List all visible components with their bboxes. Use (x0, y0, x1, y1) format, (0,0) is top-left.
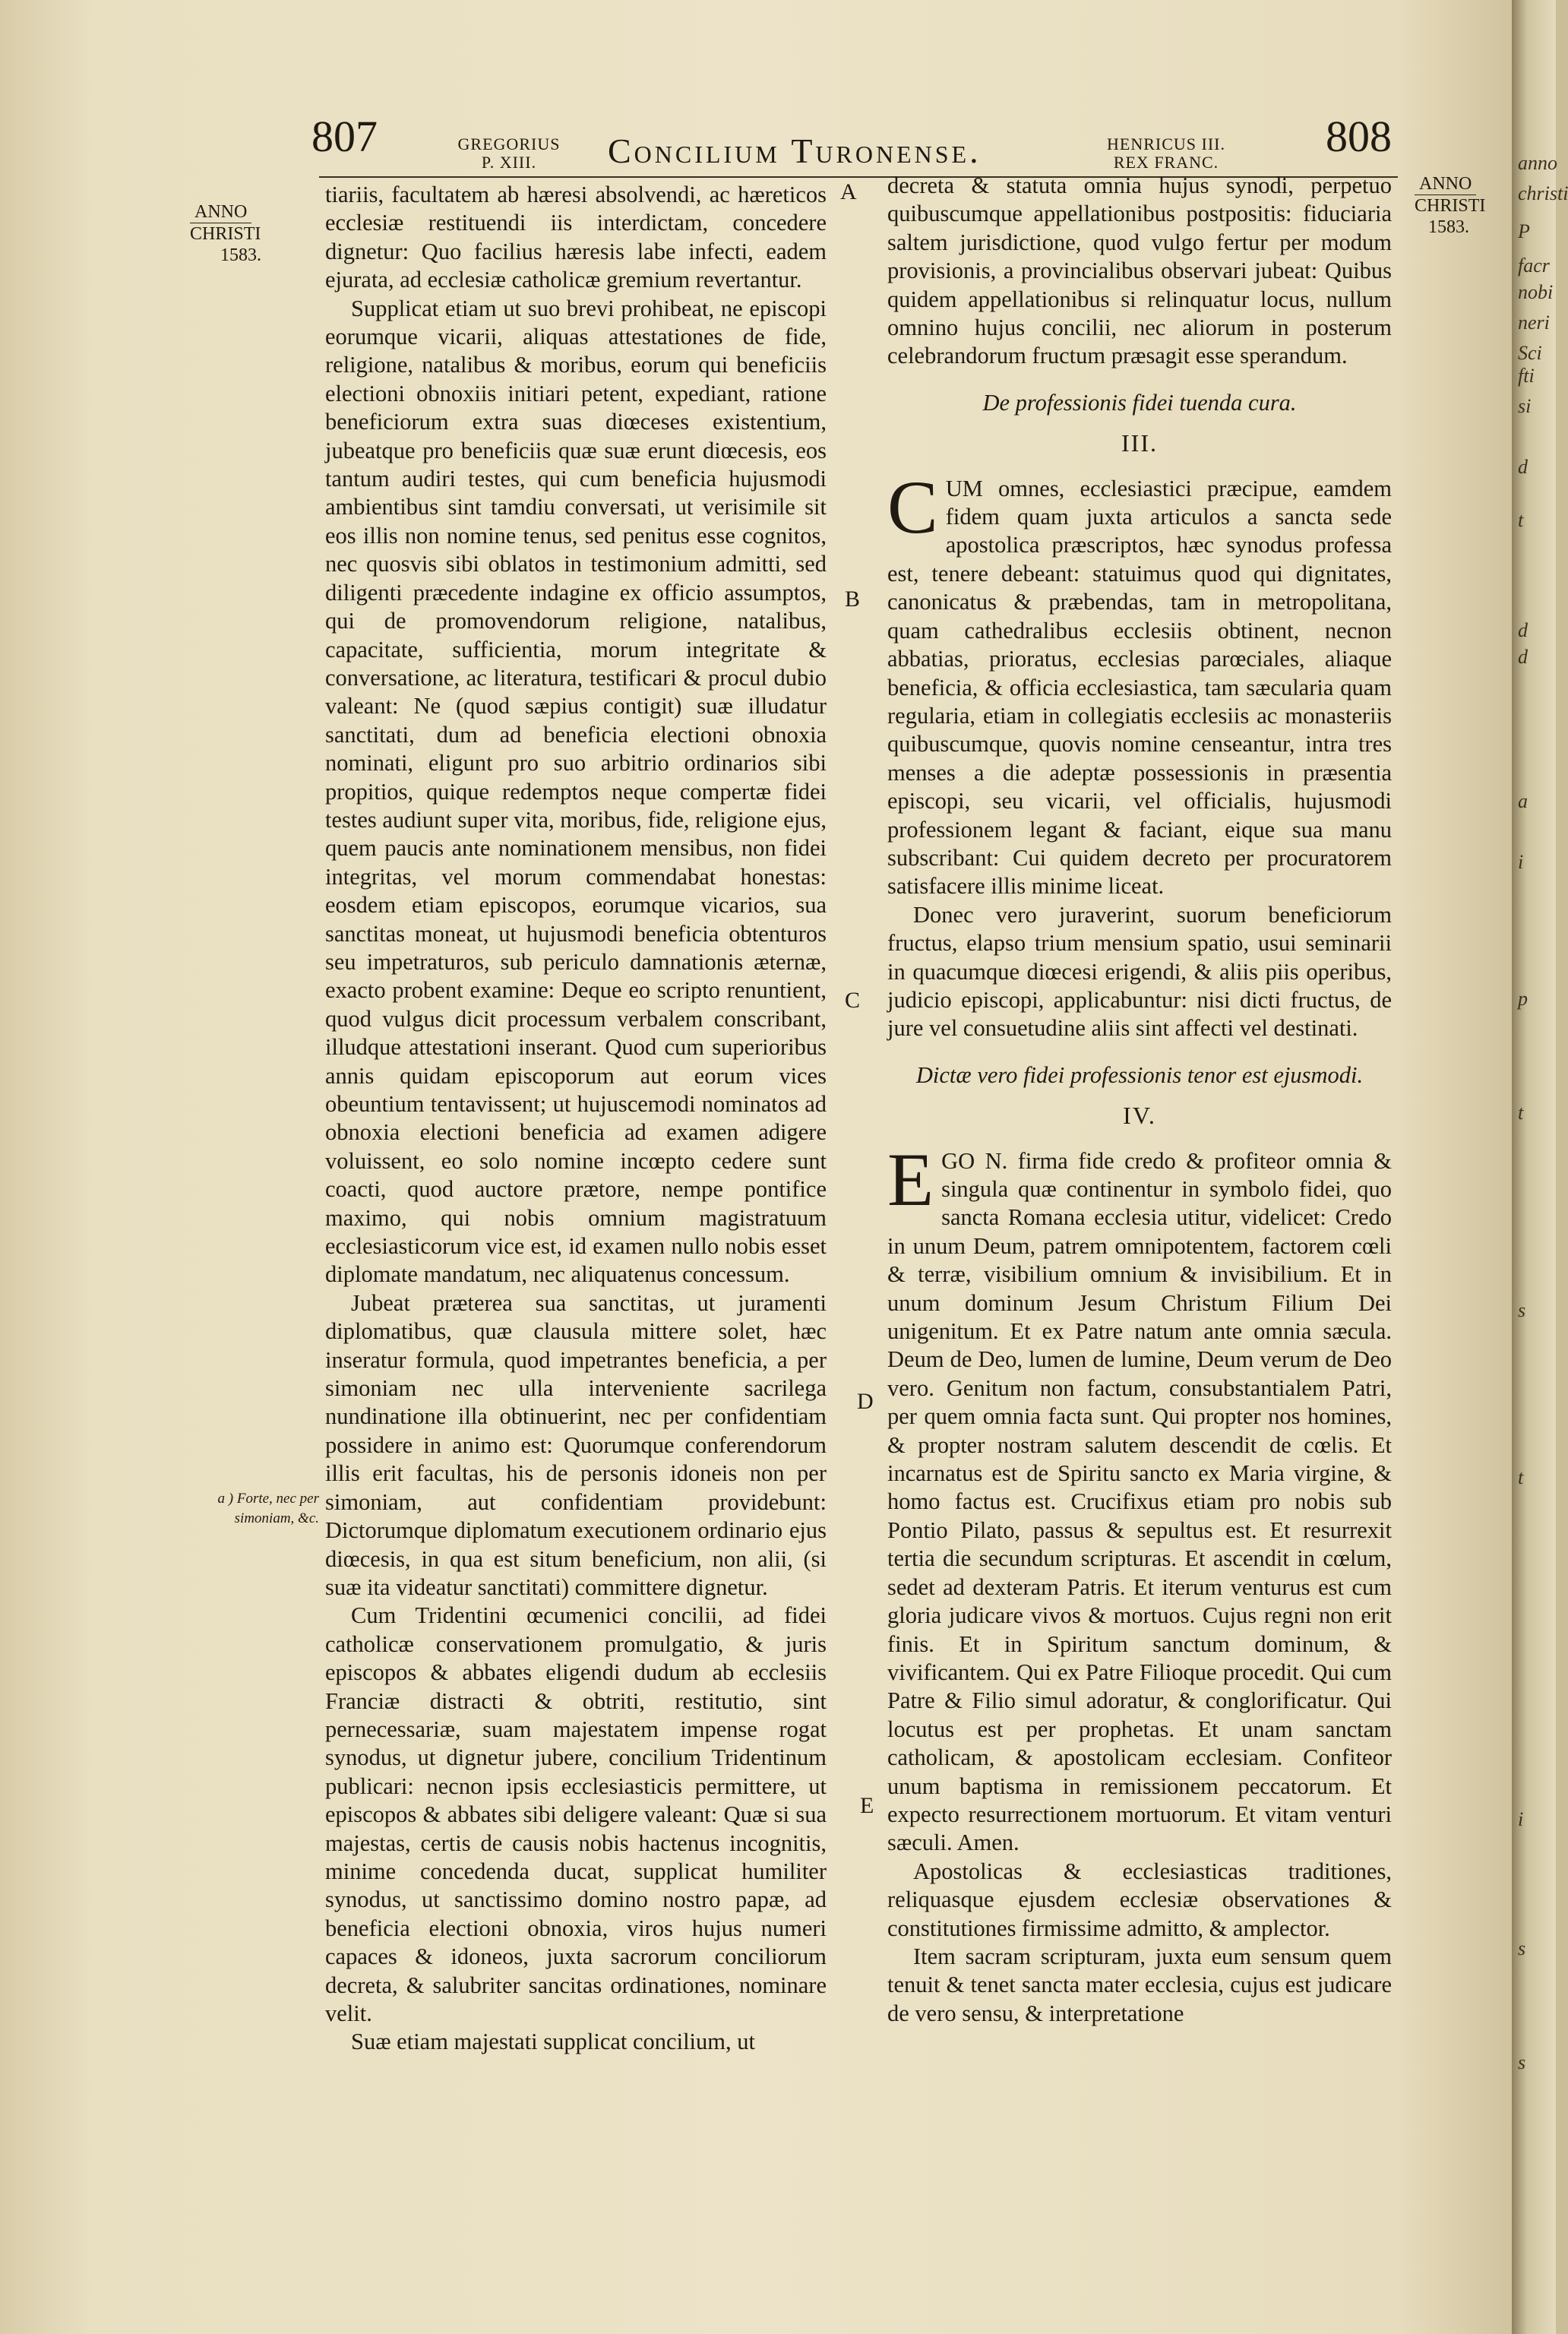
edge-fragment: i (1518, 851, 1524, 873)
paragraph: tiariis, facultatem ab hæresi absolvendi, ac hæreticos ecclesiæ restituendi iis interdictam, concedere dignetur: Quo facilius hæresis labe infecti, eadem ejurata, ad ecclesiæ catholicæ gremium revertantur. (325, 182, 827, 293)
left-column (325, 181, 827, 2057)
edge-fragment: s (1518, 1299, 1526, 1321)
edge-fragment: t (1518, 1102, 1524, 1124)
edge-fragment: neri (1518, 312, 1550, 334)
section-letter-a: A (840, 179, 857, 204)
right-column (887, 172, 1392, 2028)
king-caption-title: REX FRANC. (1113, 153, 1219, 172)
section-letter-d: D (857, 1389, 874, 1414)
year-note-left-anno: ANNO (190, 201, 251, 223)
edge-fragment: d (1518, 456, 1528, 478)
edge-fragment: christi (1518, 182, 1568, 204)
edge-fragment: s (1518, 1937, 1526, 1959)
running-title: Concilium Turonense. (608, 131, 982, 170)
year-note-right-anno: ANNO (1415, 173, 1476, 195)
edge-fragment: Sci (1518, 342, 1542, 364)
section-number: IV. (1123, 1102, 1156, 1130)
paragraph (887, 464, 1392, 901)
year-note-right (1415, 173, 1485, 238)
paragraph: Item sacram scripturam, juxta eum sensum quem tenuit & tenet sancta mater ecclesia, cujus est judicare de vero sensu, & interpretatione (887, 1943, 1392, 2026)
paragraph: Cum Tridentini œcumenici concilii, ad fidei catholicæ conservationem promulgatio, & juris episcopos & abbates eligendi dudum ab ecclesiis Franciæ distracti & obtriti, restitutio, sint pernecessariæ, suam majestatem impense rogat synodus, ut dignetur jubere, concilium Tridentinum publicari: necnon ipsis ecclesiasticis permittere, ut episcopos & abbates sibi deligere valeant: Quæ si sua majestas, certis de causis nobis hactenus incognitis, minime concedenda ducat, supplicat humiliter synodus, ut sanctissimo domino nostro papæ, ad beneficia electioni obnoxia, viros hujus numeri capaces & idoneos, juxta sacrorum conciliorum decreta, & salubriter sancitas ordinationes, nominare velit. (325, 1602, 827, 2026)
paragraph-text: GO N. firma fide credo & profiteor omnia & singula quæ continentur in symbolo fidei, quo sancta Romana ecclesia utitur, videlicet: Credo in unum Deum, patrem omnipotentem, factorem cœli & terræ, visibilium omnium & invisibilium. Et in unum dominum Jesum Christum Filium Dei unigenitum. Et ex Patre natum ante omnia sæcula. Deum de Deo, lumen de lumine, Deum verum de Deo vero. Genitum non factum, consubstantialem Patri, per quem omnia facta sunt. Qui propter nos homines, & propter nostram salutem descendit de cœlis. Et incarnatus est de Spiritu sancto ex Maria virgine, & homo factus est. Crucifixus etiam pro nobis sub Pontio Pilato, passus & sepultus est. Et resurrexit tertia die secundum scripturas. Et ascendit in cœlum, sedet ad dexteram Patris. Et iterum venturus est cum gloria judicare vivos & mortuos. Cujus regni non erit finis. Et in Spiritum sanctum dominum, & vivificantem. Qui ex Patre Filioque procedit. Qui cum Patre & Filio simul adoratur, & conglorificatur. Qui locutus est per prophetas. Et unam sanctam catholicam, & apostolicam ecclesiam. Confiteor unum baptisma in remissionem peccatorum. Et expecto resurrectionem mortuorum. Et vitam venturi sæculi. Amen. (887, 1147, 1392, 1856)
year-note-left-year: 1583. (220, 245, 261, 265)
pope-caption-name: GREGORIUS (457, 134, 561, 153)
edge-fragment: anno (1518, 152, 1557, 174)
paragraph: Apostolicas & ecclesiasticas traditiones, reliquasque ejusdem ecclesiæ observationes & constitutiones firmissime admitto, & amplector. (887, 1858, 1392, 1941)
section-letter-c: C (845, 988, 861, 1013)
year-note-left (190, 201, 261, 266)
edge-fragment: d (1518, 646, 1528, 668)
edge-fragment: P (1518, 220, 1530, 242)
edge-fragment: t (1518, 509, 1524, 531)
paragraph-text: UM omnes, ecclesiastici præcipue, eamdem fidem quam juxta articulos a sancta sede apostolica præscriptos, hæc synodus professa est, tenere debeant: statuimus quod qui dignitates, canonicatus & præbendas, tam in metropolitana, quam cathedralibus ecclesiis obtinent, necnon abbatias, prioratus, ecclesias parœciales, aliaque beneficia, & officia ecclesiastica, tam sæcularia quam regularia, etiam in collegiatis ecclesiis ac monasteriis quibuscumque, quovis nomine censeantur, intra tres menses a die adeptæ possessionis in præsentia episcopi, seu vicarii, vel officialis, hujusmodi professionem legant & faciant, eique sua manu subscribant: Cui quidem decreto per procuratorem satisfacere illis minime liceat. (887, 475, 1392, 900)
king-caption-name: HENRICUS III. (1107, 134, 1225, 153)
section-heading: De professionis fidei tuenda cura. (982, 389, 1297, 416)
paragraph: decreta & statuta omnia hujus synodi, perpetuo quibuscumque appellationibus postpositis: fiduciaria saltem jurisdictione, quod vulgo fertur per modum provisionis, a provincialibus observari jubeat: Quibus quidem appellationibus si relinquatur locus, nullum omnino hujus concilii, nec aliorum in posterum celebrandorum fructum præsagit esse sperandum. (887, 172, 1392, 369)
edge-fragment: i (1518, 1808, 1524, 1830)
section-number: III. (1121, 429, 1158, 457)
edge-fragment: p (1518, 988, 1528, 1010)
year-note-right-year: 1583. (1428, 217, 1469, 237)
edge-fragment: fti (1518, 365, 1535, 387)
paragraph (887, 1137, 1392, 1858)
section-letter-e: E (860, 1793, 874, 1818)
section-heading: Dictæ vero fidei professionis tenor est ejusmodi. (915, 1061, 1364, 1088)
year-note-right-christi: CHRISTI (1415, 196, 1486, 216)
section-letter-b: B (845, 587, 861, 612)
edge-fragment: s (1518, 2051, 1526, 2073)
next-page-edge (1512, 0, 1568, 2334)
page-number-right: 808 (1326, 112, 1392, 161)
paragraph: Donec vero juraverint, suorum beneficiorum fructus, elapso trium mensium spatio, usui seminarii in quacumque diœcesi erigendi, & aliis piis operibus, judicio episcopi, applicabuntur: nisi dicti fructus, de jure vel consuetudine aliis sint affecti vel destinati. (887, 901, 1392, 1042)
drop-cap: E (887, 1137, 934, 1222)
pope-caption (441, 135, 577, 172)
edge-fragment: nobi (1518, 281, 1554, 303)
paragraph: Suæ etiam majestati supplicat concilium, ut (351, 2029, 755, 2055)
king-caption (1098, 135, 1234, 172)
edge-fragment: t (1518, 1466, 1524, 1488)
edge-fragment: a (1518, 790, 1528, 812)
page-number-left: 807 (311, 112, 378, 161)
paragraph: Supplicat etiam ut suo brevi prohibeat, ne episcopi eorumque vicarii, aliquas attestationes de fide, religione, natalibus & moribus, eorum qui beneficiis electioni obnoxiis initiari petent, expediant, ratione beneficiorum extra suas diœceses existentium, jubeatque pro beneficiis quæ suæ erunt diœcesis, eos tantum audiri testes, qui cum beneficia hujusmodi ambientibus sint tamdiu conversati, ut verisimile sit eos illis non nomine tenus, sed penitus esse cognitos, nec quosvis sibi oblatos in testimonium admitti, sed diligenti præcedente indagine ex officio assumptos, qui de promovendorum religione, natalibus, capacitate, sufficientia, morum integritate & conversatione, ac literatura, testificari & procul dubio valeant: Ne (quod sæpius contigit) suæ illudatur sanctitati, dum ad beneficia electioni obnoxia nominati, eligunt pro suo arbitrio ordinarios sibi propitios, quique redemptos neque compertæ fidei testes audiunt super vita, moribus, fide, religione ejus, quem paucis ante nominationem mensibus, non fidei integritas, vel morum commendabat honestas: eosdem etiam episcopos, eorumque vicarios, sua sanctitas moneat, ut hujusmodi beneficia obtenturos seu impetraturos, sub periculo damnationis æternæ, exacto probent examine: Deque eo scripto renuntient, quod vulgus dicit processum verbalem conscribant, illudque attestationi inserant. Quod cum superioribus annis quidam episcoporum aut eorum vices obeuntium tentavissent; ut hujuscemodi nominatos ad obnoxia electioni beneficia ad examen adigere voluissent, eo solo nomine incœpto cedere sunt coacti, quod auctore prætore, nempe pontifice maximo, qui nobis omnium magistratuum ecclesiasticorum vice est, id examen nullo nobis esset diplomate mandatum, nec aliquatenus concessum. (325, 295, 827, 1288)
edge-fragment: facr (1518, 255, 1550, 277)
paragraph: Jubeat præterea sua sanctitas, ut juramenti diplomatibus, quæ clausula mittere solet, hæc inseratur formula, quod impetrantes beneficia, a per simoniam nec ulla interveniente sacrilega nundinatione illa obtinuerint, nec per confidentiam possidere in animo est: Quorumque conferendorum illis erit facultas, his de personis idoneis non per simoniam, aut confidentiam providebunt: Dictorumque diplomatum executionem ordinario ejus diœcesis, in qua est situm beneficium, non alii, (si suæ ita videatur sanctitati) committere dignetur. (325, 1289, 827, 1600)
pope-caption-number: P. XIII. (481, 153, 537, 172)
year-note-left-christi: CHRISTI (190, 224, 261, 244)
edge-fragment: si (1518, 395, 1532, 417)
edge-fragment: d (1518, 619, 1528, 641)
footnote: a ) Forte, nec per simoniam, &c. (217, 1491, 319, 1526)
drop-cap: C (887, 464, 938, 549)
